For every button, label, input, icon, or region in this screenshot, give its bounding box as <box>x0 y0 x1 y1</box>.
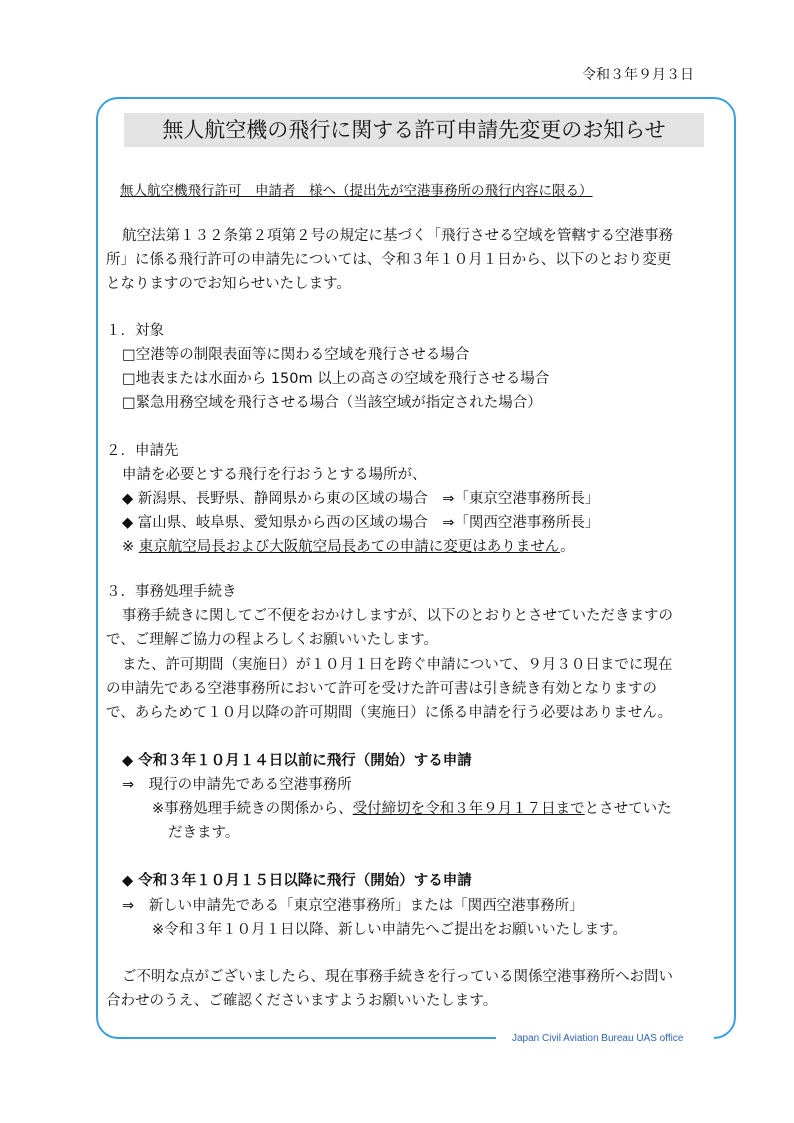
target-item-2: □地表または水面から 150m 以上の高さの空域を飛行させる場合 <box>122 371 550 387</box>
target-item-3: □緊急用務空域を飛行させる場合（当該空域が指定された場合） <box>122 395 542 411</box>
east-region-rule: ◆ 新潟県、長野県、静岡県から東の区域の場合 ⇒「東京空港事務所長」 <box>122 491 600 507</box>
note-end: 。 <box>560 539 575 555</box>
case2-heading: ◆ 令和３年１０月１５日以降に飛行（開始）する申請 <box>122 873 472 889</box>
section2-lead: 申請を必要とする飛行を行おうとする場所が、 <box>122 467 427 483</box>
section3-para2-line2: の申請先である空港事務所において許可を受けた許可書は引き続き有効となりますの <box>106 681 657 697</box>
closing-line-1: ご不明な点がございましたら、現在事務手続きを行っている関係空港事務所へお問い <box>122 969 673 985</box>
closing-line-2: 合わせのうえ、ご確認くださいますようお願いいたします。 <box>106 993 498 1009</box>
intro-line-2: 所」に係る飛行許可の申請先については、令和３年１０月１日から、以下のとおり変更 <box>106 252 672 268</box>
section2-note <box>122 536 575 558</box>
case1-note-pre: ※事務処理手続きの関係から、 <box>152 801 353 817</box>
case1-target: ⇒ 現行の申請先である空港事務所 <box>122 777 352 793</box>
note-underlined: 東京航空局長および大阪航空局長あての申請に変更はありません <box>138 539 561 555</box>
footer-organization: Japan Civil Aviation Bureau UAS office <box>512 1033 684 1044</box>
addressee-line: 無人航空機飛行許可 申請者 様へ（提出先が空港事務所の飛行内容に限る） <box>120 183 593 199</box>
section2-heading: ２．申請先 <box>106 443 179 459</box>
section3-para1-line2: で、ご理解ご協力の程よろしくお願いいたします。 <box>106 632 439 648</box>
case2-note: ※令和３年１０月１日以降、新しい申請先へご提出をお願いいたします。 <box>152 922 627 938</box>
case1-note-line2: だきます。 <box>168 825 240 841</box>
case1-note-post: とさせていた <box>584 801 672 817</box>
notice-title: 無人航空機の飛行に関する許可申請先変更のお知らせ <box>124 113 704 147</box>
note-mark: ※ <box>122 539 135 555</box>
case1-heading: ◆ 令和３年１０月１４日以前に飛行（開始）する申請 <box>122 753 472 769</box>
case1-note <box>152 798 672 820</box>
case1-deadline: 受付締切を令和３年９月１７日まで <box>352 801 585 817</box>
case2-target: ⇒ 新しい申請先である「東京空港事務所」または「関西空港事務所」 <box>122 898 584 914</box>
section3-para2-line3: で、あらためて１０月以降の許可期間（実施日）に係る申請を行う必要はありません。 <box>106 705 673 721</box>
intro-line-3: となりますのでお知らせいたします。 <box>106 276 351 292</box>
section3-heading: ３．事務処理手続き <box>106 584 237 600</box>
west-region-rule: ◆ 富山県、岐阜県、愛知県から西の区域の場合 ⇒「関西空港事務所長」 <box>122 515 600 531</box>
section3-para2-line1: また、許可期間（実施日）が１０月１日を跨ぐ申請について、９月３０日までに現在 <box>122 657 673 673</box>
target-item-1: □空港等の制限表面等に関わる空域を飛行させる場合 <box>122 347 470 363</box>
document-date: 令和３年９月３日 <box>582 67 694 83</box>
section3-para1-line1: 事務手続きに関してご不便をおかけしますが、以下のとおりとさせていただきますの <box>122 608 673 624</box>
section1-heading: １．対象 <box>106 323 164 339</box>
intro-line-1: 航空法第１３２条第２項第２号の規定に基づく「飛行させる空域を管轄する空港事務 <box>122 228 673 244</box>
